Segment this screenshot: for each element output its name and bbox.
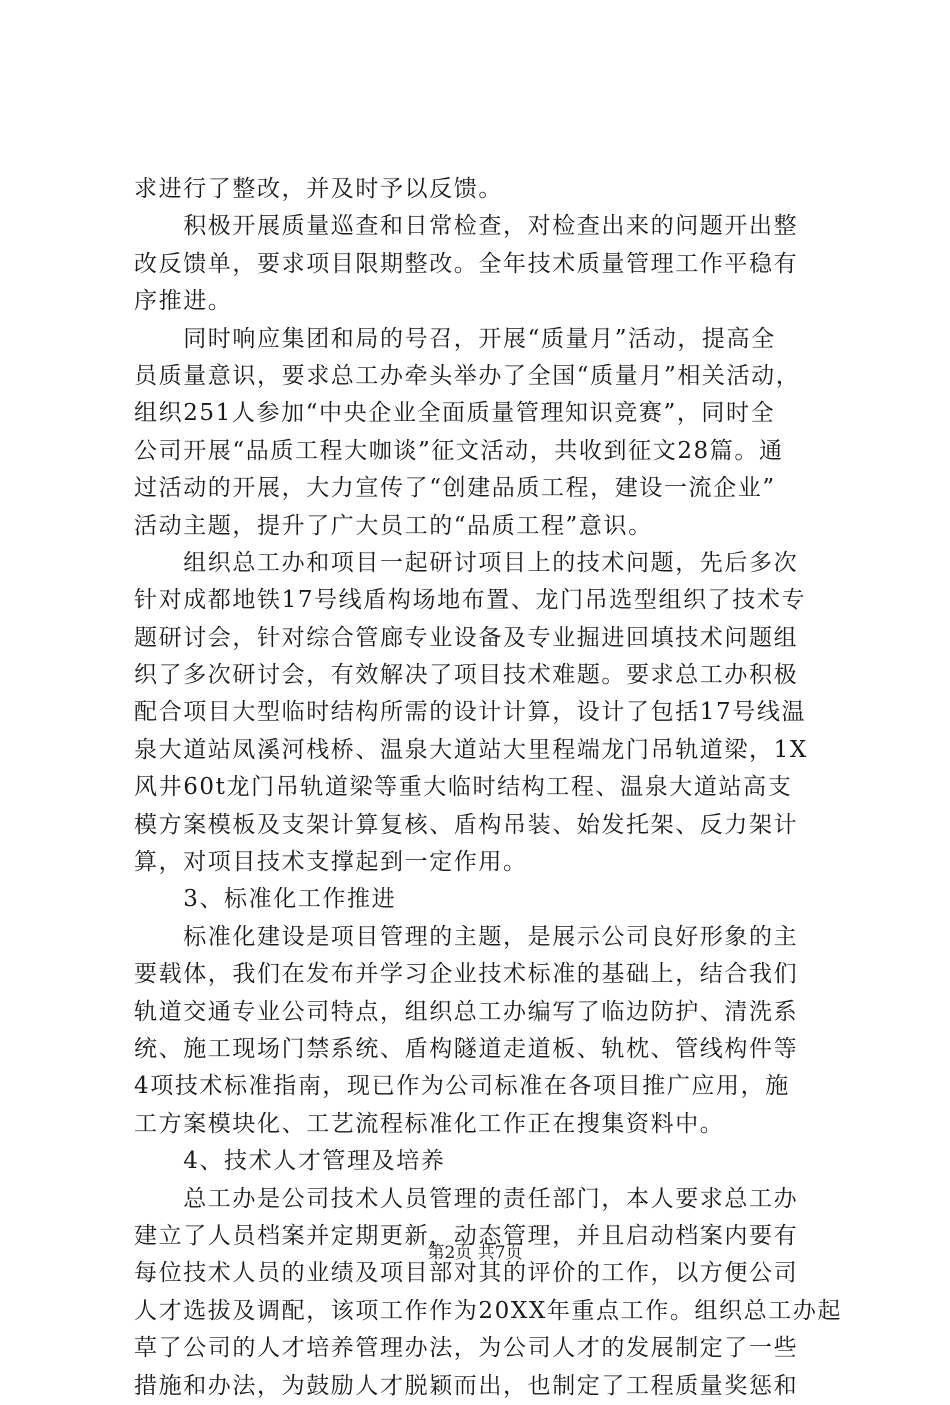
text-line: 草了公司的人才培养管理办法，为公司人才的发展制定了一些 xyxy=(134,1335,799,1362)
text-line: 建立了人员档案并定期更新，动态管理，并且启动档案内要有 xyxy=(134,1222,799,1249)
text-line: 针对成都地铁17号线盾构场地布置、龙门吊选型组织了技术专 xyxy=(134,587,807,614)
text-line: 工方案模块化、工艺流程标准化工作正在搜集资料中。 xyxy=(134,1110,725,1137)
text-line: 改反馈单，要求项目限期整改。全年技术质量管理工作平稳有 xyxy=(134,250,799,277)
text-line: 泉大道站凤溪河栈桥、温泉大道站大里程端龙门吊轨道梁，1X xyxy=(134,736,808,763)
text-line: 统、施工现场门禁系统、盾构隧道走道板、轨枕、管线构件等 xyxy=(134,1035,799,1062)
text-line: 序推进。 xyxy=(134,288,233,315)
text-line: 4项技术标准指南，现已作为公司标准在各项目推广应用，施 xyxy=(134,1073,790,1100)
text-line: 组织251人参加“中央企业全面质量管理知识竞赛”，同时全 xyxy=(134,400,776,427)
text-line: 求进行了整改，并及时予以反馈。 xyxy=(134,176,503,202)
page-footer: 第2页 共7页 xyxy=(427,1243,523,1263)
text-line: 人才选拔及调配，该项工作作为20XX年重点工作。组织总工办起 xyxy=(134,1297,843,1324)
text-line: 要载体，我们在发布并学习企业技术标准的基础上，结合我们 xyxy=(134,961,799,988)
document-body xyxy=(134,171,843,1405)
text-line: 组织总工办和项目一起研讨项目上的技术问题，先后多次 xyxy=(134,549,799,576)
text-line: 模方案模板及支架计算复核、盾构吊装、始发托架、反力架计 xyxy=(134,811,799,838)
text-line: 算，对项目技术支撑起到一定作用。 xyxy=(134,849,528,876)
text-line: 积极开展质量巡查和日常检查，对检查出来的问题开出整 xyxy=(134,213,799,240)
text-line: 风井60t龙门吊轨道梁等重大临时结构工程、温泉大道站高支 xyxy=(134,774,793,801)
text-line: 同时响应集团和局的号召，开展“质量月”活动，提高全 xyxy=(134,325,776,352)
text-line: 配合项目大型临时结构所需的设计计算，设计了包括17号线温 xyxy=(134,699,807,726)
text-line: 过活动的开展，大力宣传了“创建品质工程，建设一流企业” xyxy=(134,475,776,502)
text-line: 每位技术人员的业绩及项目部对其的评价的工作，以方便公司 xyxy=(134,1260,799,1287)
text-line: 公司开展“品质工程大咖谈”征文活动，共收到征文28篇。通 xyxy=(134,437,784,464)
text-line: 4、技术人才管理及培养 xyxy=(134,1148,446,1175)
text-line: 活动主题，提升了广大员工的“品质工程”意识。 xyxy=(134,512,653,539)
text-line: 轨道交通专业公司特点，组织总工办编写了临边防护、清洗系 xyxy=(134,998,799,1025)
text-line: 标准化建设是项目管理的主题，是展示公司良好形象的主 xyxy=(134,923,799,950)
text-line: 员质量意识，要求总工办牵头举办了全国“质量月”相关活动， xyxy=(134,362,801,389)
text-line: 题研讨会，针对综合管廊专业设备及专业掘进回填技术问题组 xyxy=(134,624,799,651)
text-line: 织了多次研讨会，有效解决了项目技术难题。要求总工办积极 xyxy=(134,662,799,689)
text-line: 总工办是公司技术人员管理的责任部门，本人要求总工办 xyxy=(134,1185,799,1212)
text-line: 措施和办法，为鼓励人才脱颖而出，也制定了工程质量奖惩和 xyxy=(134,1372,799,1399)
text-line: 3、标准化工作推进 xyxy=(134,886,397,913)
